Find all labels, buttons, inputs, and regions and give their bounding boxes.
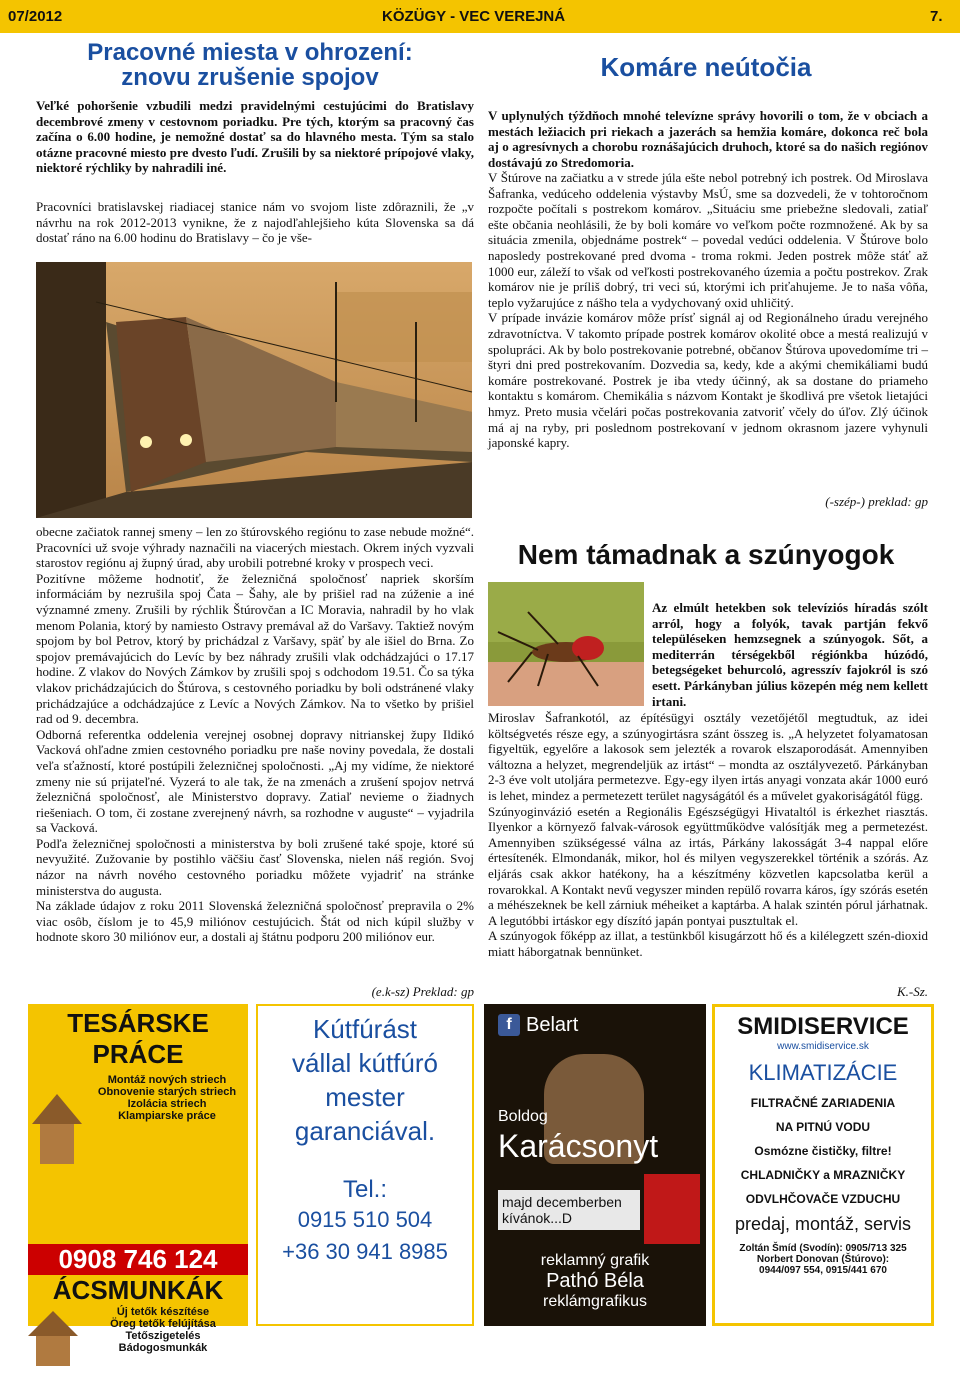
ad-tesarske-title2: ÁCSMUNKÁK [52,1275,224,1305]
left-title-line2: znovu zrušenie spojov [121,64,379,92]
ad-belart-footer3: reklámgrafikus [542,1293,648,1310]
ad-tesarske-list2 [78,1306,248,1376]
right-article1-lead: V uplynulých týždňoch mnohé televízne správy hovorili o tom, že v obciach a mestách ležiacich pri riekach a jazerách sa hemžia komáre, dokonca reč bola aj o agresívnych a chorobu roznášajúcich druhoch, ktoré sa do našich regiónov dostávajú zo Stredomoria. [488,108,928,170]
ad-tesarske-line: Klampiarske práce [118,1110,216,1122]
ad-smidi-contact[interactable]: Zoltán Šmíd (Svodín): 0905/713 325 [739,1243,907,1254]
issue-number: 07/2012 [8,8,63,25]
ad-kutfurast-line: mester [325,1082,405,1112]
ad-kutfurast-phone[interactable]: 0915 510 504 [297,1207,433,1232]
ad-kutfurast-line: garanciával. [294,1116,436,1146]
ad-tesarske-line: Izolácia striech [127,1098,207,1110]
ad-smidi-contact[interactable]: 0944/097 554, 0915/441 670 [759,1265,887,1276]
right1-paragraph: V prípade invázie komárov môže prísť signál aj od Regionálneho úradu verejného zdravotníctva. V takomto prípade postrek komárov okolité obce a mestá realizujú v spolupráci. Ak by bolo postrekovanie potrebné, občanov Štúrova upovedomíme tri – štyri dni pred postrekovaním. Dozvedia sa, kedy, kde a akými chemikáliami budú komáre postrekované. Postrek je iba vtedy účinný, ak sa dostane do priameho kontaktu s komárom. Chemikália s názvom Kontakt je škodlivá pre všetok lietajúci hmyz. Preto musia včelári počas postrekovania zatvoriť včely do úľov. Zlý účinok má aj na ryby, pri poslednom postrekovaní v jednom okrasnom jazere vyhynuli japonské kapry. [488,310,928,451]
ad-tesarske-line2: Bádogosmunkák [118,1342,208,1354]
ad-tesarske-phone[interactable]: 0908 746 124 [28,1244,248,1275]
left-article-lead: Veľké pohoršenie vzbudili medzi pravidelnými cestujúcimi do Bratislavy decembrové zmeny v cestovnom poriadku. Pre tých, ktorým sa pracovný čas začína o 6.00 hodine, je nemožné dostať sa do hlavného mesta. Tým sa stalo otázne pracovné miesto pre dvesto ľudí. Zrušili by sa niektoré prípojové vlaky, niektoré rýchliky by nahradili iné. [36,98,474,176]
ad-belart-footer1: reklamný grafik [540,1252,650,1269]
ad-tesarske-line2: Új tetők készítése [116,1306,210,1318]
ad-kutfurast-line: Kútfúrást [312,1014,418,1044]
ad-smidi-headline: KLIMATIZÁCIE [748,1060,898,1085]
ad-belart[interactable] [484,1004,706,1326]
left-article-title [30,40,470,90]
ad-smidi-brand: SMIDISERVICE [737,1013,909,1040]
right-article1-title: Komáre neútočia [600,52,812,82]
section-title: KÖZÜGY - VEC VEREJNÁ [382,8,566,25]
ad-kutfurast[interactable] [256,1004,474,1326]
ad-tesarske-line2: Öreg tetők felújítása [110,1318,216,1330]
ad-smidi-line: NA PITNÚ VODU [775,1120,871,1134]
ad-smidi-line: Osmózne čističky, filtre! [754,1144,892,1158]
ad-tesarske-upper [28,1070,248,1182]
ad-smidi-line: FILTRAČNÉ ZARIADENIA [750,1096,896,1110]
right-article2-title: Nem támadnak a szúnyogok [517,539,895,570]
right2-paragraph: Szúnyoginvázió esetén a Regionális Egészségügyi Hivataltól is érkezhet riasztás. Ilyenkor a környező falvak-városok együttműködve valósítják meg a permetezést. Amennyiben szükségessé válna az irtás, Párkány lakosságát 3-4 nappal előre értesítenék. Elmondanák, mikor, hol és milyen vegyszerekkel történik a szórás. Az eljárás csak akkor hatékony, ha a készítmény közvetlen kapcsolatba kerül a rovarokkal. A Kontakt nevű vegyszer minden repülő rovarra káros, így szórás esetén a méhészeknek be kell zárniuk méheiket a kaptárba. A halak szintén pórul járhatnak. A legutóbbi irtáskor egy díszító japán pontyai pusztultak el. [488,803,928,928]
ad-belart-greeting: Karácsonyt [498,1128,659,1164]
ad-belart-footer [484,1252,706,1311]
train-photo [36,262,472,518]
right2-paragraph: Miroslav Šafrankotól, az építésügyi osztály vezetőjétől megtudtuk, az idei költségvetés része egy, a szúnyogirtásra szánt összeg is. „A helyzetet folyamatosan figyeltük, egyelőre a lakosok sem jelezték a rovarok elszaporodását. Amennyiben változna a helyzet, megrendeljük az irtást“ – mondta az osztályvezető. Párkányban 2-3 éve volt utoljára permetezve. Egy-egy ilyen irtás anyagi vonzata akár 1000 euró is lehet, mindez a permetezett terület nagyságától és a művelet gyakoriságától függ. [488,710,928,803]
mosquito-photo [488,582,644,706]
left-paragraph: obecne začiatok rannej smeny – len zo štúrovského regiónu to zase nebude možné“. Pracovníci už svoje výhrady naznačili na viacerých miestach. Okrem iných vyzvali starostov regiónu aj župný úrad, aby urobili potrebné kroky v prospech veci. [36,524,474,571]
left-article-body [36,524,474,945]
right-article2-signature: K.-Sz. [896,984,928,999]
ad-belart-boldog: Boldog [498,1108,548,1125]
ad-belart-sub [498,1190,640,1230]
ad-tesarske-prace[interactable] [28,1004,248,1354]
left-title-line1: Pracovné miesta v ohrození: [87,39,413,66]
right1-paragraph: V Štúrove na začiatku a v strede júla ešte nebol potrebný ich postrek. Od Miroslava Šafranka, vedúceho oddelenia výstavby MsÚ, sme sa dozvedeli, že v tohtoročnom rozpočte počítali s postrekom komárov. „Situáciu sme priebežne sledovali, zatiaľ ešte občania neohlásili, že by boli komáre vo veľkom počte rozmnožené. Ak by sa situácia zmenila, objednáme postrek“ – povedal vedúci oddelenia. V Štúrove bolo naposledy postrekované pred dvoma - troma rokmi. Jeden postrek môže stáť až 1000 eur, záleží to však od veľkosti postrekovaného územia a počtu postrekov. Zrak komárov nie je príliš dobrý, tri veci sú, ktorými ich priťahujeme. Je to naša vôňa, teplo vyžarujúce z nášho tela a vydychovaný oxid uhličitý. [488,170,928,310]
left-paragraph: Pozitívne môžeme hodnotiť, že železničná spoločnosť napriek skorším informáciám by nezrušila spoj Čata – Šahy, ale by prišiel rad na zúženie a iné významné zmeny. Zrušili by rýchlik Štúrovčan a IC Moravia, nahradil by ho vlak menom Polania, ktorý by namiesto Ostravy premával až do Varšavy. Taktiež novým spojom by bol Petrov, ktorý by prichádzal z Varšavy, späť by ale išiel do Brna. Zo spojov premávajúcich do Levíc by bez náhrady zrušili vlak odchádzajúci o 17.17 hodine. Z vlakov do Nových Zámkov by zrušili spoj s odchodom 19.51. Čo sa týka vlakov prichádzajúcich do Štúrova, s cestovného poriadku by boli odstránené vlaky prichádzajúce a odchádzajúce z Levíc a Nových Zámkov. Na to všetko by prišiel rad od 9. decembra. [36,570,474,727]
ad-smidi-web[interactable]: www.smidiservice.sk [777,1041,869,1052]
ad-smidi-service: predaj, montáž, servis [734,1214,912,1234]
house-icon [28,1306,78,1376]
ad-belart-footer2: Pathó Béla [546,1270,644,1292]
ad-tesarske-lower [28,1306,248,1376]
ad-kutfurast-line: vállal kútfúró [292,1048,438,1078]
ad-belart-brand: Belart [526,1014,579,1036]
right-article2-body [488,710,928,960]
page-header [0,0,960,33]
ad-tesarske-title: TESÁRSKE PRÁCE [67,1008,209,1069]
right-article1-signature: (-szép-) preklad: gp [825,494,928,509]
left-paragraph: Na základe údajov z roku 2011 Slovenská železničná spoločnosť prepravila o 2% viac osôb, číslom je to 45,9 miliónov cestujúcich. Štát od nich kúpil služby v hodnote skoro 30 miliónov eur, a dostali aj štátnu podporu 200 miliónov eur. [36,898,474,945]
ad-smidi-line: ODVLHČOVAČE VZDUCHU [745,1192,901,1206]
roof-icon [32,1074,82,1178]
left-paragraph: Podľa železničnej spoločnosti a ministerstva by boli zrušené také spoje, ktoré sú nevyužité. Zužovanie by postihlo väčšiu časť Slovenska, nielen náš región. Svoj názor na návrh nového cestovného poriadku môžete vyjadriť na stránke ministerstva do augusta. [36,835,474,898]
ad-tesarske-line: Obnovenie starých striech [97,1086,237,1098]
ad-belart-sub2: kívánok...D [502,1210,573,1226]
right-article1-body [488,170,928,451]
page-number: 7. [930,8,943,25]
left-paragraph: Odborná referentka oddelenia verejnej osobnej dopravy nitrianskej župy Ildikó Vacková ohľadne zmien cestovného poriadku pre naše noviny povedala, že dostali veľa sťažností, ktoré postúpili železničnej spoločnosti. „Aj my vidíme, že niektoré zmeny nie sú prijateľné. Vyzerá to ale tak, že na zmenách a zrušení spojov netrvá železničná spoločnosť, ale Ministerstvo dopravy. Zatiaľ nevieme o žiadnych riešeniach. O tom, či zostane zverejnený návrh, sa rozhodne v auguste“ – vyjadrila sa Vacková. [36,726,474,836]
ad-kutfurast-text [258,1006,472,1268]
right2-paragraph: A szúnyogok főképp az illat, a testünkből kisugárzott hő és a kilélegzett szén-dioxid miatt háborgatnak bennünket. [488,928,928,959]
ad-smidi-contact: Norbert Donovan (Štúrovo): [756,1254,890,1265]
ad-belart-sub1: majd decemberben [502,1194,622,1210]
red-banner [644,1174,700,1244]
ad-tesarske-line2: Tetőszigetelés [125,1330,201,1342]
left-article-signature: (e.k-sz) Preklad: gp [371,984,474,999]
ad-tesarske-list [86,1070,248,1182]
right-article2-lead: Az elmúlt hetekben sok televíziós híradás szólt arról, hogy a folyók, tavak partján fekvő településeken hemzsegnek a szúnyogok. Sőt, a mediterrán térségekből régiónkba húzódó, betegségeket behurcoló, agresszív fajokról is szó esett. Párkányban július közepén még nem kellett irtani. [652,600,928,709]
ad-kutfurast-tel-label: Tel.: [342,1176,387,1203]
ad-kutfurast-phone[interactable]: +36 30 941 8985 [282,1239,448,1264]
left-article-intro: Pracovníci bratislavskej riadiacej stanice nám vo svojom liste zdôraznili, že „v návrhu na rok 2012-2013 vynikne, že z najodľahlejšieho kúta Slovenska sa dá dostať ráno na 6.00 hodinu do Bratislavy – čo je vše- [36,199,474,246]
facebook-icon[interactable]: f [498,1014,520,1036]
ad-tesarske-line: Montáž nových striech [107,1074,227,1086]
ad-smidi-line: CHLADNIČKY a MRAZNIČKY [740,1168,906,1182]
ad-smidiservice[interactable] [712,1004,934,1326]
